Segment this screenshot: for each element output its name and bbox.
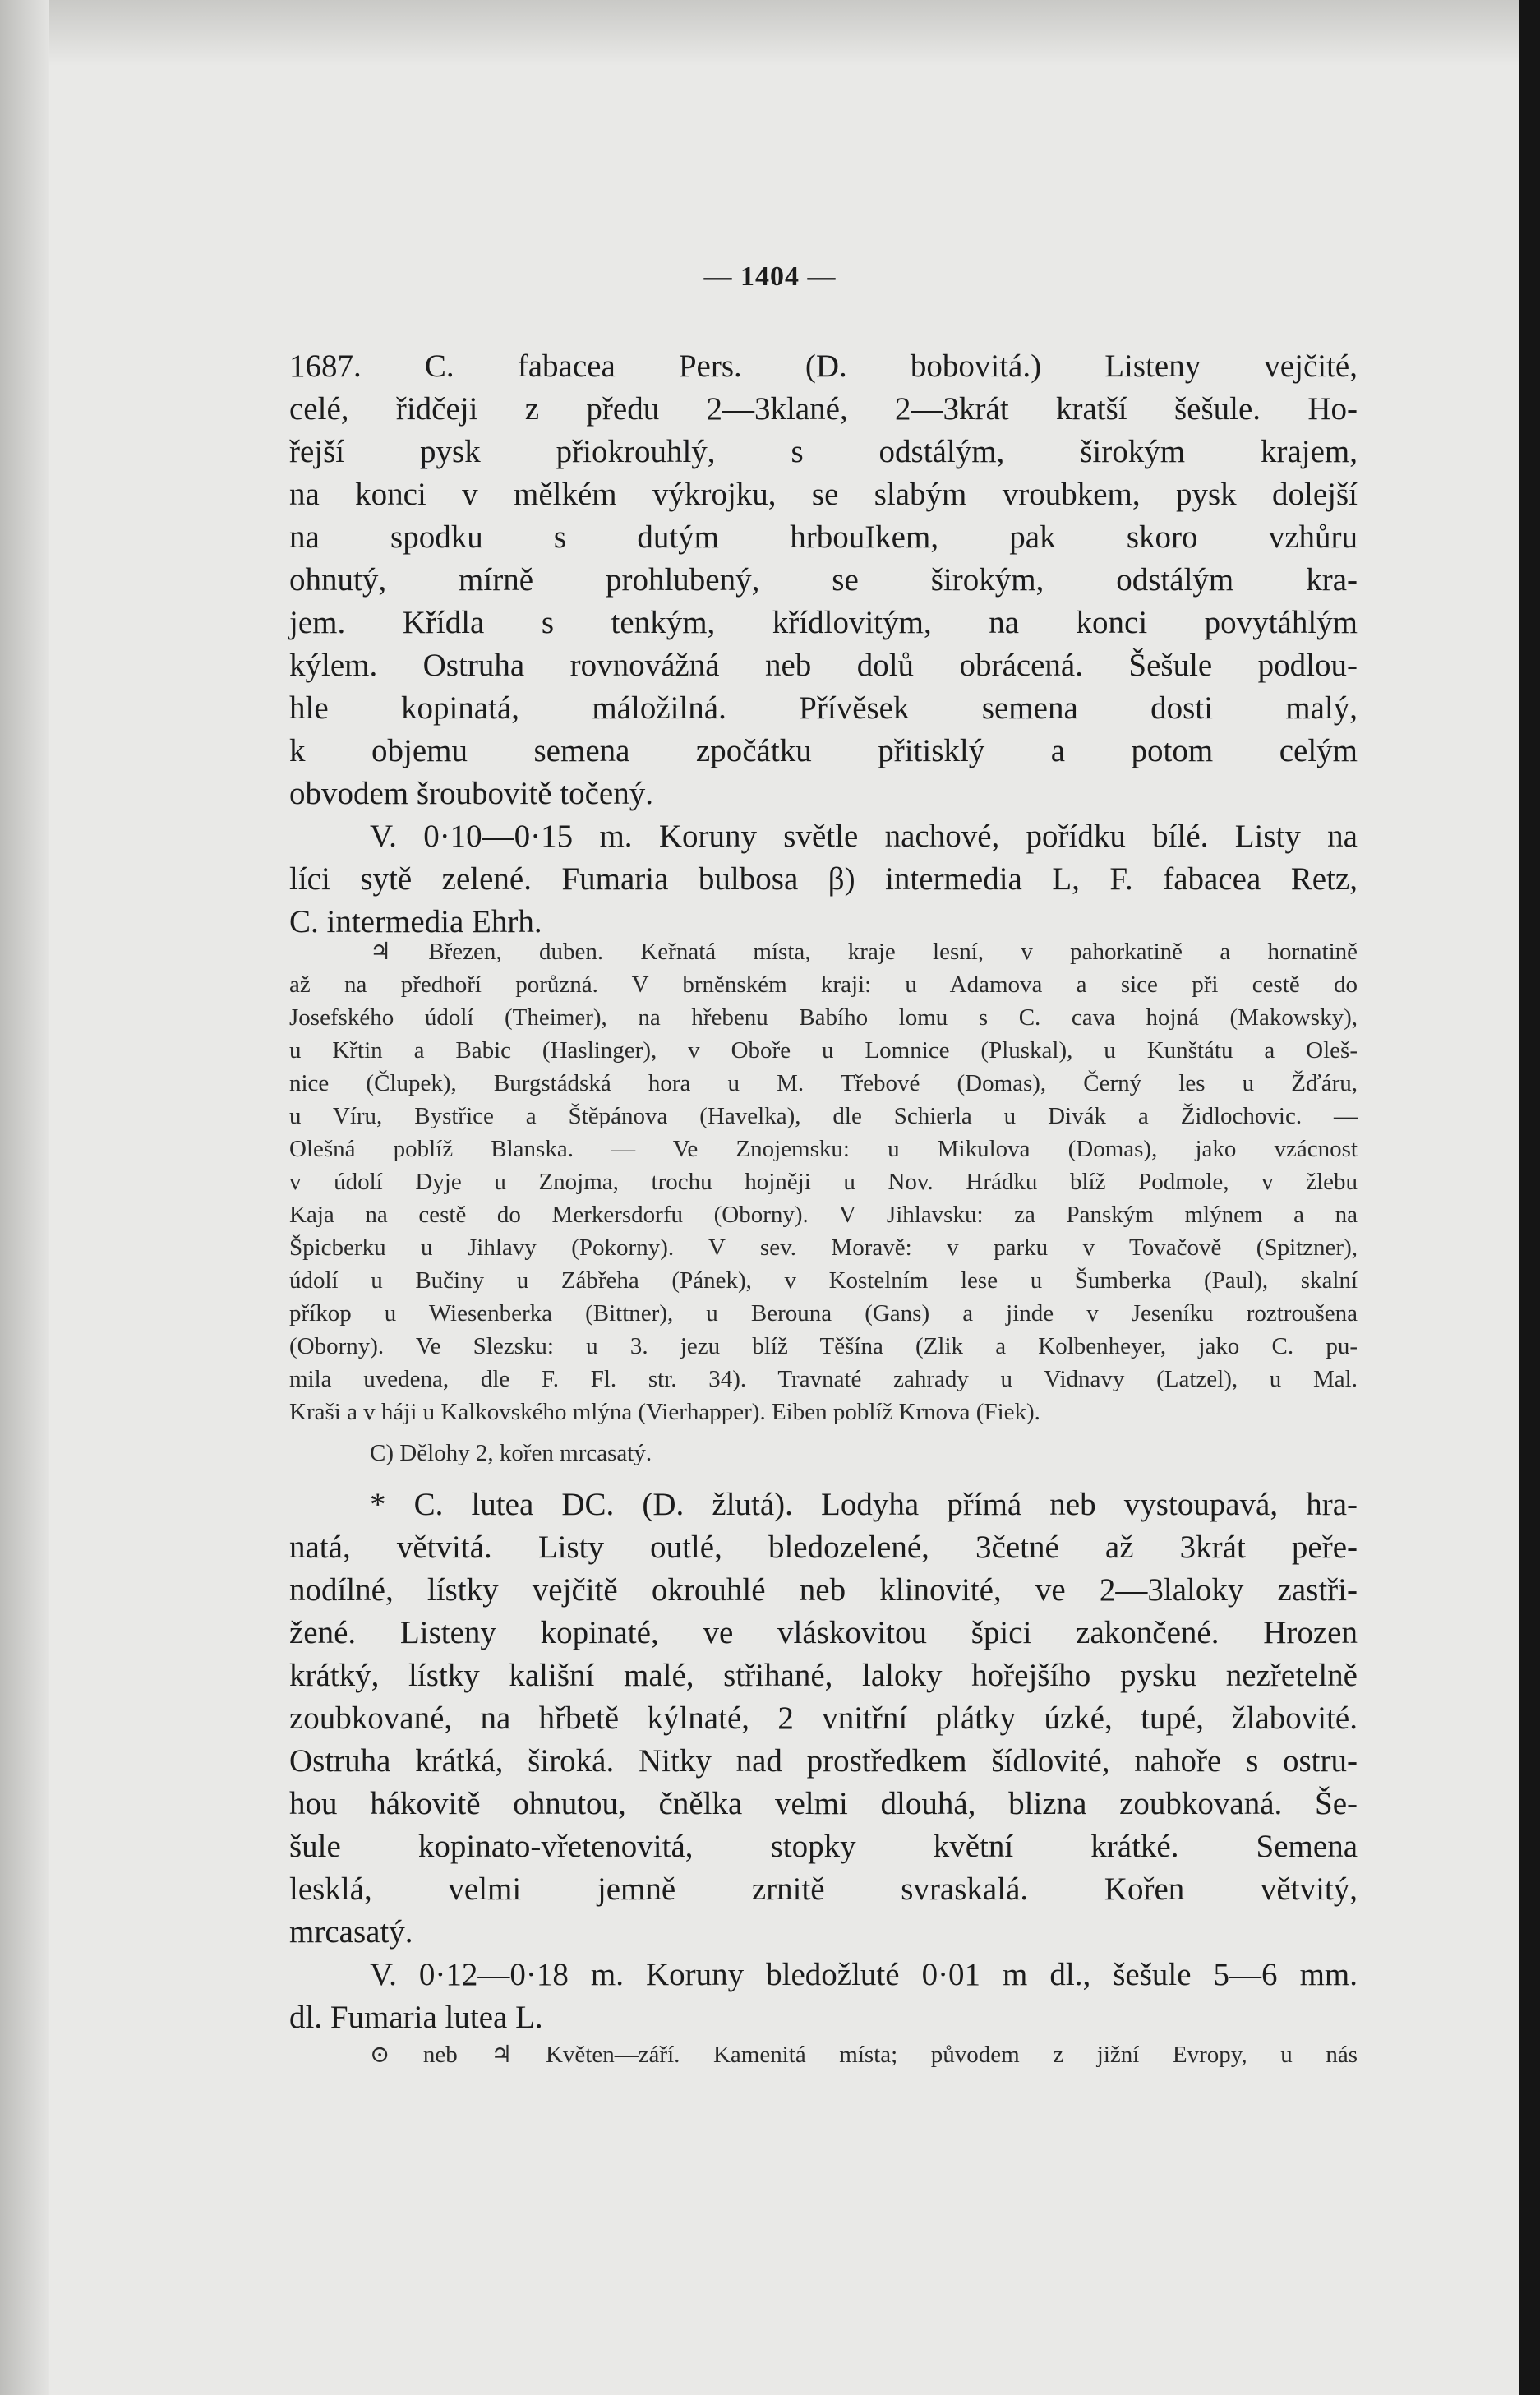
locality-line: mila uvedena, dle F. Fl. str. 34). Travnaté zahrady u Vidnavy (Latzel), u Mal. xyxy=(289,1366,1358,1392)
text-line: šule kopinato-vřetenovitá, stopky květní krátké. Semena xyxy=(289,1829,1358,1864)
text-line: lesklá, velmi jemně zrnitě svraskalá. Kořen větvitý, xyxy=(289,1871,1358,1907)
locality-line: Kaja na cestě do Merkersdorfu (Oborny). V Jihlavsku: za Panským mlýnem a na xyxy=(289,1202,1358,1228)
scan-top-shadow xyxy=(0,0,1540,66)
text-line: celé, řidčeji z předu 2—3klané, 2—3krát kratší šešule. Ho- xyxy=(289,391,1358,427)
entry-lutea-description xyxy=(289,1484,1358,2039)
text-line: V. 0·12—0·18 m. Koruny bledožluté 0·01 m dl., šešule 5—6 mm. xyxy=(370,1957,1358,1992)
text-line: C. intermedia Ehrh. xyxy=(289,904,542,939)
text-line: řejší pysk přiokrouhlý, s odstálým, širokým krajem, xyxy=(289,434,1358,469)
text-line: obvodem šroubovitě točený. xyxy=(289,776,653,811)
text-line: nodílné, lístky vejčitě okrouhlé neb klinovité, ve 2—3laloky zastři- xyxy=(289,1572,1358,1608)
entry-1687-description xyxy=(289,345,1358,944)
text-line: kýlem. Ostruha rovnovážná neb dolů obrácená. Šešule podlou- xyxy=(289,648,1358,683)
locality-line: u Víru, Bystřice a Štěpánova (Havelka), dle Schierla u Divák a Židlochovic. — xyxy=(289,1103,1358,1129)
text-line: líci sytě zelené. Fumaria bulbosa β) intermedia L, F. fabacea Retz, xyxy=(289,861,1358,897)
locality-line: v údolí Dyje u Znojma, trochu hojněji u Nov. Hrádku blíž Podmole, v žlebu xyxy=(289,1169,1358,1195)
text-line: k objemu semena zpočátku přitisklý a potom celým xyxy=(289,733,1358,768)
locality-line: Olešná poblíž Blanska. — Ve Znojemsku: u Mikulova (Domas), jako vzácnost xyxy=(289,1136,1358,1162)
subgroup-heading: C) Dělohy 2, kořen mrcasatý. xyxy=(370,1440,652,1466)
text-line: * C. lutea DC. (D. žlutá). Lodyha přímá neb vystoupavá, hra- xyxy=(370,1487,1358,1522)
text-line: krátký, lístky kališní malé, střihané, laloky hořejšího pysku nezřetelně xyxy=(289,1658,1358,1693)
locality-line: údolí u Bučiny u Zábřeha (Pánek), v Kostelním lese u Šumberka (Paul), skalní xyxy=(289,1267,1358,1294)
locality-line: nice (Člupek), Burgstádská hora u M. Třebové (Domas), Černý les u Žďáru, xyxy=(289,1070,1358,1096)
page-number: — 1404 — xyxy=(703,261,837,292)
text-line: žené. Listeny kopinaté, ve vláskovitou špici zakončené. Hrozen xyxy=(289,1615,1358,1650)
locality-line: Kraši a v háji u Kalkovského mlýna (Vierhapper). Eiben poblíž Krnova (Fiek). xyxy=(289,1399,1040,1425)
text-line: 1687. C. fabacea Pers. (D. bobovitá.) Listeny vejčité, xyxy=(289,348,1358,384)
text-line: na spodku s dutým hrbouIkem, pak skoro vzhůru xyxy=(289,519,1358,555)
locality-line: u Křtin a Babic (Haslinger), v Oboře u Lomnice (Pluskal), u Kunštátu a Oleš- xyxy=(289,1037,1358,1064)
locality-line: až na předhoří porůzná. V brněnském kraji: u Adamova a sice při cestě do xyxy=(289,971,1358,998)
text-line: jem. Křídla s tenkým, křídlovitým, na konci povytáhlým xyxy=(289,605,1358,640)
entry-lutea-locality xyxy=(289,2038,1358,2071)
scan-left-shadow xyxy=(0,0,49,2395)
text-line: V. 0·10—0·15 m. Koruny světle nachové, pořídku bílé. Listy na xyxy=(370,819,1358,854)
text-line: ohnutý, mírně prohlubený, se širokým, odstálým kra- xyxy=(289,562,1358,598)
text-line: hle kopinatá, máložilná. Přívěsek semena dosti malý, xyxy=(289,690,1358,726)
entry-1687-localities xyxy=(289,935,1358,1470)
text-line: hou hákovitě ohnutou, čnělka velmi dlouhá, blizna zoubkovaná. Še- xyxy=(289,1786,1358,1821)
locality-line: ⊙ neb ♃ Květen—září. Kamenitá místa; původem z jižní Evropy, u nás xyxy=(370,2042,1358,2068)
locality-line: příkop u Wiesenberka (Bittner), u Berouna (Gans) a jinde v Jeseníku roztroušena xyxy=(289,1300,1358,1327)
locality-line: ♃ Březen, duben. Keřnatá místa, kraje lesní, v pahorkatině a hornatině xyxy=(370,939,1358,965)
text-line: zoubkované, na hřbetě kýlnaté, 2 vnitřní plátky úzké, tupé, žlabovité. xyxy=(289,1700,1358,1736)
text-line: natá, větvitá. Listy outlé, bledozelené, 3četné až 3krát peře- xyxy=(289,1530,1358,1565)
text-line: na konci v mělkém výkrojku, se slabým vroubkem, pysk dolejší xyxy=(289,477,1358,512)
text-line: Ostruha krátká, široká. Nitky nad prostředkem šídlovité, nahoře s ostru- xyxy=(289,1743,1358,1779)
scan-right-edge xyxy=(1519,0,1540,2395)
locality-line: (Oborny). Ve Slezsku: u 3. jezu blíž Těšína (Zlik a Kolbenheyer, jako C. pu- xyxy=(289,1333,1358,1359)
text-line: dl. Fumaria lutea L. xyxy=(289,2000,543,2035)
locality-line: Špicberku u Jihlavy (Pokorny). V sev. Moravě: v parku v Tovačově (Spitzner), xyxy=(289,1234,1358,1261)
locality-line: Josefského údolí (Theimer), na hřebenu Babího lomu s C. cava hojná (Makowsky), xyxy=(289,1004,1358,1031)
text-line: mrcasatý. xyxy=(289,1914,413,1950)
